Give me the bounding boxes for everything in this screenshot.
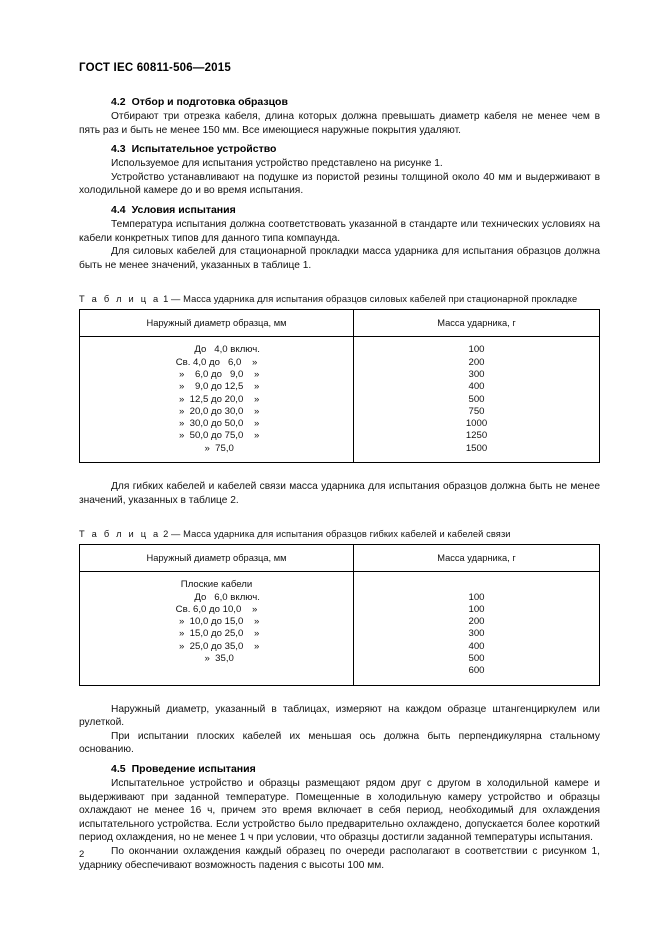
list-item: » 6,0 до 9,0 » (173, 368, 260, 380)
table-1-caption-number: 1 (163, 294, 169, 305)
list-item: » 15,0 до 25,0 » (173, 628, 260, 640)
section-title-4-2: Отбор и подготовка образцов (131, 96, 288, 108)
section-number-4-4: 4.4 (111, 203, 126, 216)
list-item: 1000 (465, 418, 488, 430)
paragraph-4-2-1: Отбирают три отрезка кабеля, длина которых должна превышать диаметр кабеля не менее чем в пять раз и быть не менее 150 мм. Все имеющиеся наружные покрытия удаляют. (79, 111, 600, 136)
table-2-diameter-cell (80, 572, 354, 685)
list-item: 100 (468, 591, 485, 603)
spacer (79, 686, 600, 703)
list-item: » 25,0 до 35,0 » (173, 640, 260, 652)
list-item: 100 (468, 344, 485, 356)
list-item: Плоские кабели (180, 579, 253, 591)
spacer (79, 463, 600, 480)
table-2-col-mass: Масса ударника, г (354, 545, 600, 572)
paragraph-4-4-1: Температура испытания должна соответствовать указанной в стандарте или технических условиях на кабели конкретных типов для данного типа компаунда. (79, 218, 600, 244)
paragraph-4-5-2: По окончании охлаждения каждый образец по очереди располагают в соответствии с рисунком 1, ударнику обеспечивают возможность падения с высоты 100 мм. (79, 845, 600, 871)
table-row (80, 572, 600, 685)
table-1-diameter-list (80, 337, 353, 462)
table-header-row (80, 310, 600, 337)
table-header-row (80, 545, 600, 572)
table-2-caption-number: 2 (163, 529, 169, 540)
list-item: 500 (468, 393, 485, 405)
table-2-diameter-list (80, 572, 353, 672)
section-heading-4-4 (79, 204, 600, 216)
list-item: » 20,0 до 30,0 » (173, 405, 260, 417)
list-item: 1250 (465, 430, 488, 442)
list-item: » 35,0 (199, 652, 234, 664)
table-1-col-mass: Масса ударника, г (354, 310, 600, 337)
list-item: » 10,0 до 15,0 » (173, 616, 260, 628)
page-content (79, 62, 600, 872)
section-heading-4-2 (79, 96, 600, 108)
section-title-4-5: Проведение испытания (131, 762, 256, 775)
list-item: 750 (468, 405, 485, 417)
table-2-caption-label: Т а б л и ц а (79, 529, 161, 540)
table-2-body (80, 572, 600, 685)
list-item: 600 (468, 665, 485, 677)
table-2-col-diameter: Наружный диаметр образца, мм (80, 545, 354, 572)
table-1-mass-cell (354, 337, 600, 463)
paragraph-4-3-2: Устройство устанавливают на подушке из пористой резины толщиной около 40 мм и выдерживают в холодильной камере до и во время испытания. (79, 171, 600, 197)
table-2-caption (79, 529, 600, 539)
table-1-caption-text: — Масса ударника для испытания образцов силовых кабелей при стационарной прокладке (171, 294, 578, 305)
list-item: 300 (468, 368, 485, 380)
document-header: ГОСТ IEC 60811-506—2015 (79, 62, 231, 74)
table-1-col-diameter: Наружный диаметр образца, мм (80, 310, 354, 337)
table-1-body (80, 337, 600, 463)
spacer (79, 272, 600, 294)
table-2-mass-list (354, 572, 599, 684)
paragraph-4-5-1: Испытательное устройство и образцы размещают рядом друг с другом в холодильной камере и выдерживают при заданной температуре. Помещенные в холодильную камеру устройство и образцы охлаждают не менее 16 ч, причем это время включает в себя период, необходимый для охлаждения испытательного устройства. Если устройство было предварительно охлаждено, допускается более короткий период охлаждения, но не менее 1 ч при условии, что образцы достигли заданной температуры испытания. (79, 777, 600, 844)
table-1-diameter-cell (80, 337, 354, 463)
table-1-caption-label: Т а б л и ц а (79, 294, 161, 305)
section-number-4-3: 4.3 (111, 143, 126, 156)
list-item: До 6,0 включ. (173, 591, 260, 603)
list-item: » 50,0 до 75,0 » (173, 430, 260, 442)
list-item: » 30,0 до 50,0 » (173, 418, 260, 430)
list-item: 400 (468, 381, 485, 393)
table-2-head (80, 545, 600, 572)
section-number-4-2: 4.2 (111, 96, 126, 108)
list-item: 500 (468, 652, 485, 664)
paragraph-4-4-2: Для силовых кабелей для стационарной прокладки масса ударника для испытания образцов должна быть не менее значений, указанных в таблице 1. (79, 246, 600, 271)
list-item-spacer (354, 579, 599, 591)
list-item: До 4,0 включ. (173, 344, 260, 356)
spacer (79, 507, 600, 529)
page-number: 2 (79, 849, 85, 860)
table-2-caption-text: — Масса ударника для испытания образцов гибких кабелей и кабелей связи (171, 529, 511, 540)
table-1 (79, 309, 600, 463)
paragraph-4-4-3: Для гибких кабелей и кабелей связи масса ударника для испытания образцов должна быть не менее значений, указанных в таблице 2. (79, 481, 600, 506)
table-2 (79, 544, 600, 685)
section-number-4-5: 4.5 (111, 762, 126, 775)
table-row (80, 337, 600, 463)
table-1-head (80, 310, 600, 337)
list-item: » 9,0 до 12,5 » (173, 381, 260, 393)
table-1-caption (79, 294, 600, 304)
list-item: 400 (468, 640, 485, 652)
section-heading-4-3 (79, 143, 600, 155)
list-item: 100 (468, 603, 485, 615)
list-item: Св. 4,0 до 6,0 » (175, 356, 258, 368)
list-item: 200 (468, 616, 485, 628)
list-item: 200 (468, 356, 485, 368)
list-item: » 12,5 до 20,0 » (173, 393, 260, 405)
section-title-4-4: Условия испытания (131, 203, 236, 216)
list-item: 1500 (465, 442, 488, 454)
paragraph-4-4-4: Наружный диаметр, указанный в таблицах, измеряют на каждом образце штангенциркулем или рулеткой. (79, 703, 600, 729)
list-item: » 75,0 (199, 442, 234, 454)
paragraph-4-3-1: Используемое для испытания устройство представлено на рисунке 1. (111, 158, 443, 170)
section-heading-4-5 (79, 763, 600, 775)
table-2-mass-cell (354, 572, 600, 685)
list-item: 300 (468, 628, 485, 640)
section-title-4-3: Испытательное устройство (131, 143, 277, 156)
table-1-mass-list (354, 337, 599, 462)
paragraph-4-4-5: При испытании плоских кабелей их меньшая ось должна быть перпендикулярна стальному основанию. (79, 730, 600, 756)
list-item: Св. 6,0 до 10,0 » (175, 603, 258, 615)
